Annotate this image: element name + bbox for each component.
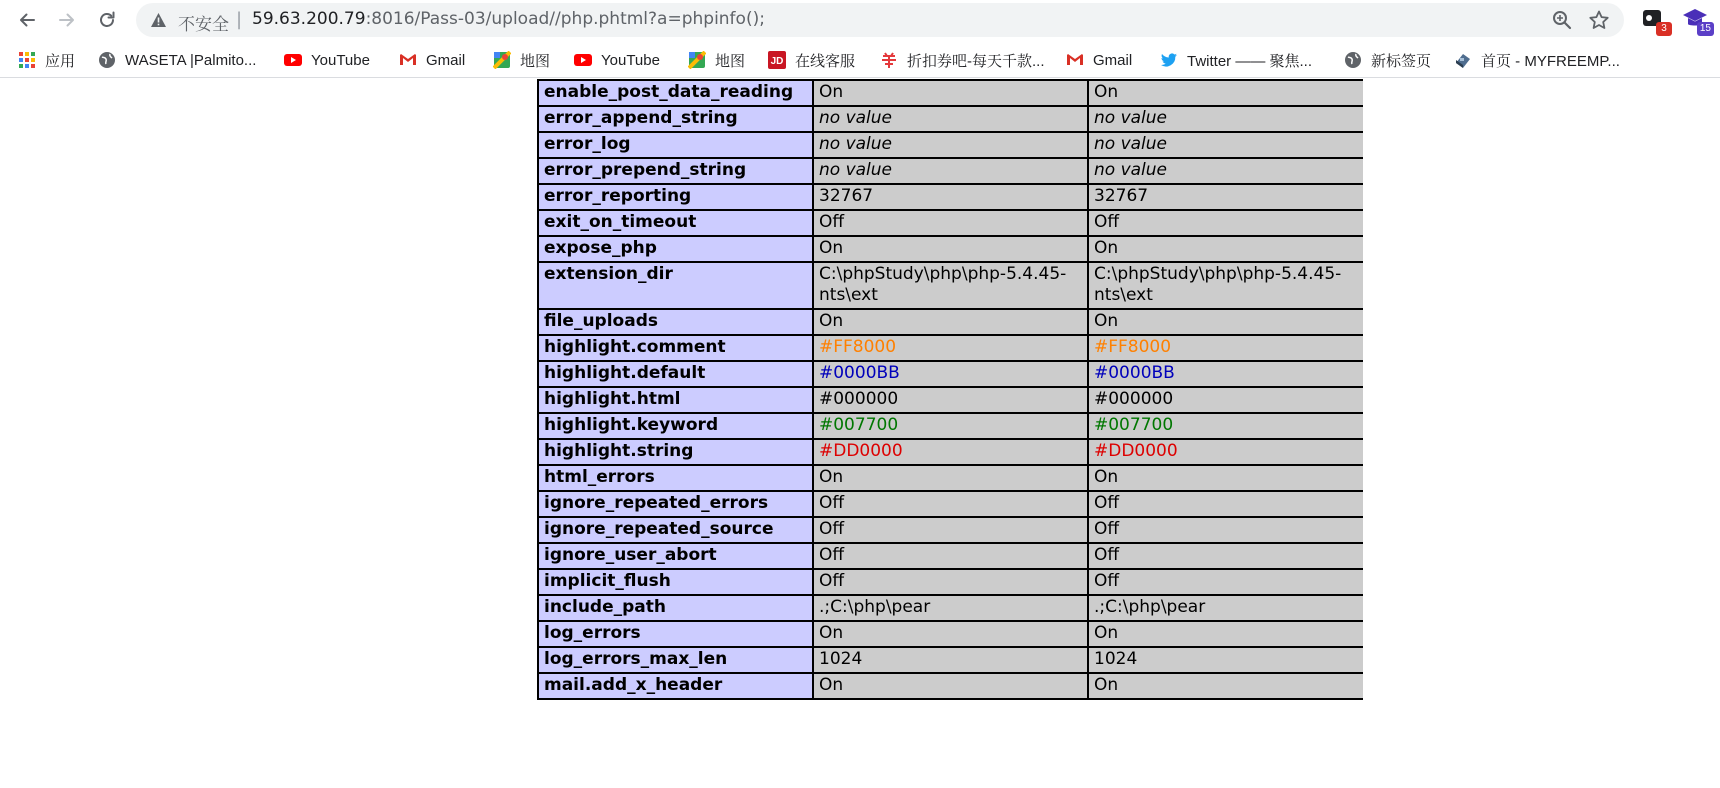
master-value: 32767 [1088,184,1363,210]
extension-2-badge: 15 [1697,22,1714,36]
local-value: no value [813,158,1088,184]
directive-name: highlight.default [538,361,813,387]
table-row [538,439,1363,465]
master-value: Off [1088,543,1363,569]
table-row [538,361,1363,387]
bookmark-label: 地图 [715,52,746,70]
table-row [538,569,1363,595]
local-value: #000000 [813,387,1088,413]
local-value: no value [813,132,1088,158]
bookmark-label: 地图 [520,52,551,70]
warning-icon[interactable] [150,12,167,28]
table-row [538,491,1363,517]
extension-2-button[interactable] [1682,6,1712,36]
bookmark-apps[interactable] [18,48,75,72]
local-value: 1024 [813,647,1088,673]
bookmark-label: 折扣券吧-每天千款... [907,52,1045,70]
master-value: #007700 [1088,413,1363,439]
ini-directives-table [537,79,1363,700]
bookmark-gmail-2[interactable] [1066,48,1132,72]
directive-name: exit_on_timeout [538,210,813,236]
master-value: Off [1088,569,1363,595]
table-row [538,158,1363,184]
globe-icon [98,51,116,69]
myfreemp-icon [1454,51,1472,69]
bookmark-star-icon[interactable] [1588,9,1610,31]
master-value: no value [1088,132,1363,158]
bookmark-twitter[interactable] [1160,48,1312,72]
directive-name: expose_php [538,236,813,262]
table-row [538,387,1363,413]
master-value: no value [1088,106,1363,132]
local-value: Off [813,210,1088,236]
bookmark-maps-1[interactable] [493,48,550,72]
maps-icon [688,51,706,69]
local-value: On [813,80,1088,106]
master-value: On [1088,465,1363,491]
table-row [538,184,1363,210]
url-host: 59.63.200.79 [252,9,366,29]
bookmarks-bar [0,42,1720,78]
table-row [538,210,1363,236]
bookmark-waseta[interactable] [98,48,256,72]
local-value: no value [813,106,1088,132]
bookmark-label: Gmail [426,51,466,69]
master-value: On [1088,309,1363,335]
youtube-icon [284,51,302,69]
bookmark-label: YouTube [601,51,660,69]
bookmark-gmail-1[interactable] [399,48,465,72]
local-value: #007700 [813,413,1088,439]
master-value: .;C:\php\pear [1088,595,1363,621]
master-value: 1024 [1088,647,1363,673]
local-value: On [813,309,1088,335]
table-row [538,673,1363,699]
local-value: On [813,236,1088,262]
youtube-icon [574,51,592,69]
directive-name: ignore_repeated_errors [538,491,813,517]
directive-name: error_reporting [538,184,813,210]
directive-name: ignore_user_abort [538,543,813,569]
address-bar[interactable] [136,3,1624,37]
master-value: Off [1088,210,1363,236]
directive-name: include_path [538,595,813,621]
extension-1-badge: 3 [1656,22,1672,36]
bookmark-label: YouTube [311,51,370,69]
master-value: On [1088,621,1363,647]
local-value: Off [813,569,1088,595]
bookmark-label: WASETA |Palmito... [125,51,257,69]
local-value: #FF8000 [813,335,1088,361]
reload-button[interactable] [92,5,122,35]
bookmark-label: 应用 [45,52,76,70]
gmail-icon [399,51,417,69]
local-value: Off [813,517,1088,543]
local-value: On [813,621,1088,647]
directive-name: log_errors [538,621,813,647]
apps-grid-icon [18,51,36,69]
table-row [538,80,1363,106]
svg-text:JD: JD [770,56,784,67]
master-value: #DD0000 [1088,439,1363,465]
master-value: On [1088,673,1363,699]
master-value: Off [1088,517,1363,543]
directive-name: highlight.html [538,387,813,413]
bookmark-label: Gmail [1093,51,1133,69]
directive-name: log_errors_max_len [538,647,813,673]
master-value: #0000BB [1088,361,1363,387]
table-row [538,647,1363,673]
bookmark-coupon[interactable] [880,48,1045,72]
zoom-icon[interactable] [1552,10,1572,30]
reload-icon [97,10,117,30]
bookmark-myfreemp[interactable] [1454,48,1620,72]
coupon-icon [880,51,898,69]
local-value: On [813,465,1088,491]
bookmark-maps-2[interactable] [688,48,745,72]
globe-icon [1344,51,1362,69]
master-value: #FF8000 [1088,335,1363,361]
directive-name: file_uploads [538,309,813,335]
phpinfo-content [537,79,1363,788]
master-value: Off [1088,491,1363,517]
arrow-left-icon [17,10,37,30]
bookmark-label: 新标签页 [1371,52,1432,70]
master-value: no value [1088,158,1363,184]
url-path: :8016/Pass-03/upload//php.phtml?a=phpinfo(); [365,9,765,29]
directive-name: error_prepend_string [538,158,813,184]
local-value: .;C:\php\pear [813,595,1088,621]
table-row [538,413,1363,439]
table-row [538,236,1363,262]
ini-table-body [538,80,1363,699]
bookmark-new-tab[interactable] [1344,48,1431,72]
table-row [538,595,1363,621]
directive-name: mail.add_x_header [538,673,813,699]
table-row [538,309,1363,335]
bookmark-youtube-2[interactable] [574,48,660,72]
directive-name: highlight.string [538,439,813,465]
directive-name: extension_dir [538,262,813,309]
url-separator: | [236,9,243,30]
master-value: C:\phpStudy\php\php-5.4.45-nts\ext [1088,262,1363,309]
directive-name: error_append_string [538,106,813,132]
directive-name: highlight.keyword [538,413,813,439]
back-button[interactable] [12,5,42,35]
jd-icon [768,51,786,69]
local-value: #DD0000 [813,439,1088,465]
browser-toolbar [0,0,1720,40]
local-value: On [813,673,1088,699]
directive-name: implicit_flush [538,569,813,595]
master-value: On [1088,80,1363,106]
local-value: #0000BB [813,361,1088,387]
table-row [538,621,1363,647]
directive-name: ignore_repeated_source [538,517,813,543]
directive-name: highlight.comment [538,335,813,361]
directive-name: error_log [538,132,813,158]
local-value: 32767 [813,184,1088,210]
maps-icon [493,51,511,69]
directive-name: html_errors [538,465,813,491]
local-value: Off [813,491,1088,517]
gmail-icon [1066,51,1084,69]
bookmark-label: 首页 - MYFREEMP... [1481,52,1620,70]
table-row [538,335,1363,361]
local-value: Off [813,543,1088,569]
table-row [538,132,1363,158]
master-value: On [1088,236,1363,262]
bookmark-label: 在线客服 [795,52,856,70]
table-row [538,543,1363,569]
table-row [538,465,1363,491]
table-row [538,517,1363,543]
twitter-icon [1160,51,1178,69]
table-row [538,262,1363,309]
table-row [538,106,1363,132]
url-text[interactable] [252,9,765,29]
directive-name: enable_post_data_reading [538,80,813,106]
arrow-right-icon [57,10,77,30]
bookmark-label: Twitter —— 聚焦... [1187,52,1313,70]
insecure-label[interactable]: 不安全 [178,15,229,35]
extension-1-button[interactable] [1640,6,1670,36]
local-value: C:\phpStudy\php\php-5.4.45-nts\ext [813,262,1088,309]
forward-button[interactable] [52,5,82,35]
bookmark-jd-service[interactable] [768,48,855,72]
master-value: #000000 [1088,387,1363,413]
bookmark-youtube-1[interactable] [284,48,370,72]
